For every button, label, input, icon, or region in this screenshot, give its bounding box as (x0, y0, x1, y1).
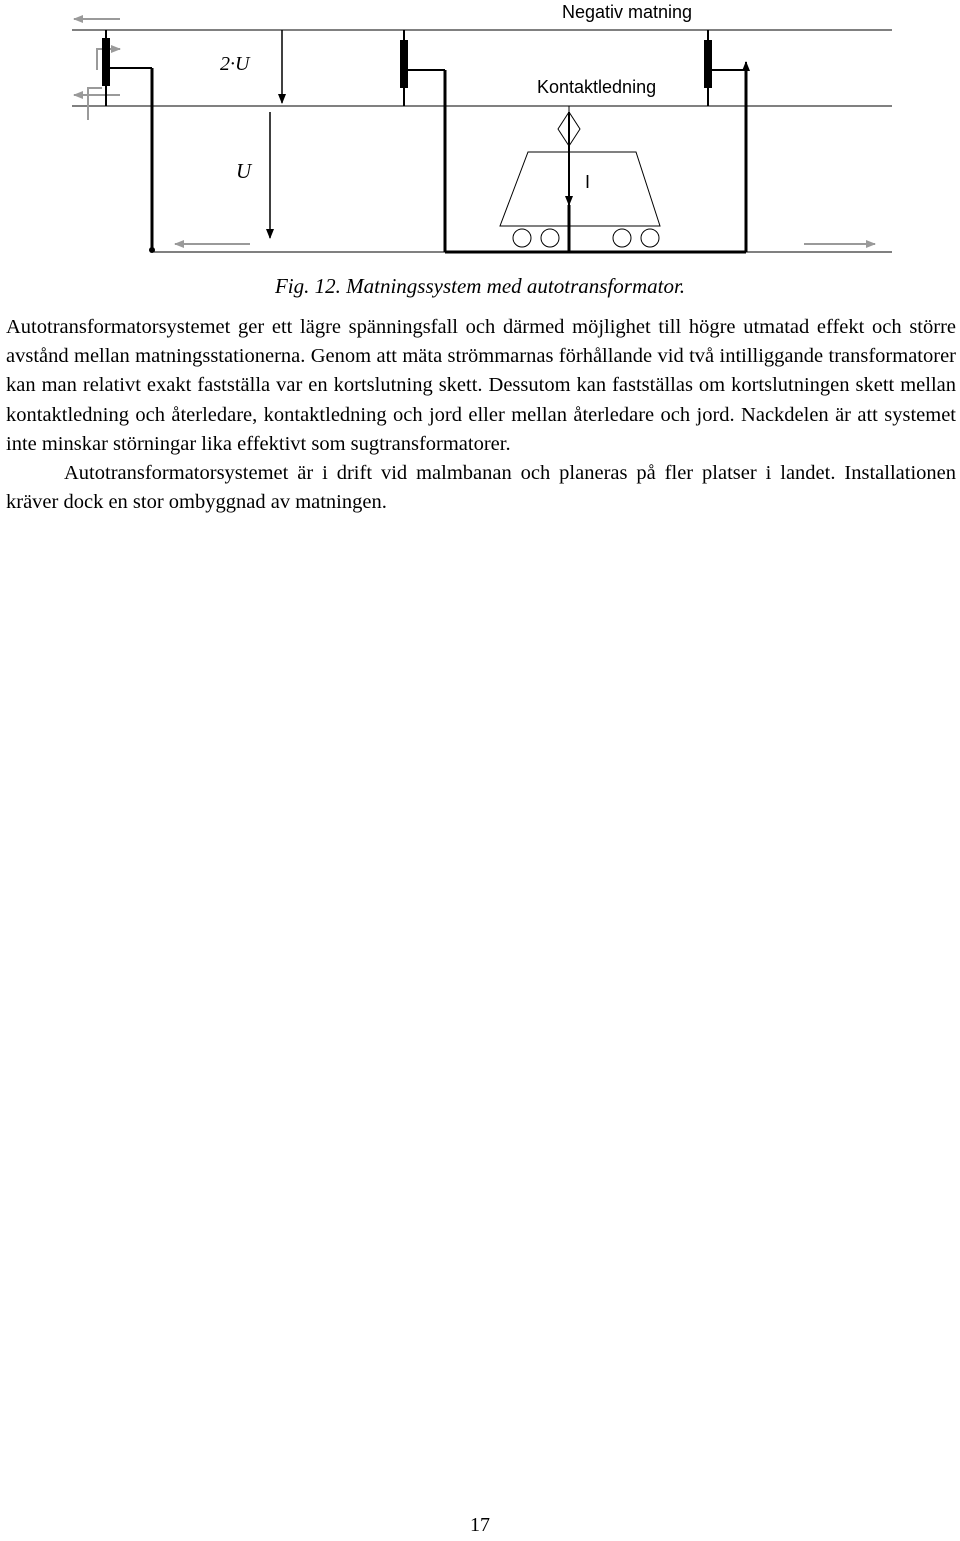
paragraph-2: Autotransformatorsystemet är i drift vid malmbanan och planeras på fler platser i landet. Installationen kräver dock en stor ombyggnad av matningen. (6, 462, 956, 514)
autotransformer-1 (102, 30, 155, 253)
wheel (541, 229, 559, 247)
label-two-u: 2·U (220, 53, 250, 75)
paragraph-1: Autotransformatorsystemet ger ett lägre spänningsfall och därmed möjlighet till högre utmatad effekt och större avstånd mellan matningsstationerna. Genom att mäta strömmarnas förhållande vid två intilliggande transformatorer kan man relativt exakt fastställa var en kortslutning skett. Dessutom kan fastställas om kortslutningen skett mellan kontaktledning och återledare, kontaktledning och jord eller mellan återledare och jord. Nackdelen är att systemet inte minskar störningar lika effektivt som sugtransformatorer. (6, 316, 956, 455)
wheel (613, 229, 631, 247)
label-negative-feed: Negativ matning (562, 2, 693, 22)
label-u: U (236, 159, 252, 183)
autotransformer-3 (704, 30, 746, 252)
figure-caption: Fig. 12. Matningssystem med autotransformator. (274, 274, 686, 298)
wheel (513, 229, 531, 247)
feeding-system-figure (60, 0, 900, 265)
label-current: I (585, 172, 591, 192)
grey-feed-arrow (88, 88, 102, 120)
body-text (6, 313, 956, 517)
train (500, 106, 660, 252)
page-number: 17 (470, 1514, 490, 1536)
wheel (641, 229, 659, 247)
train-body (500, 152, 660, 226)
autotransformer-2 (400, 30, 445, 252)
label-contact-line: Kontaktledning (537, 77, 657, 97)
